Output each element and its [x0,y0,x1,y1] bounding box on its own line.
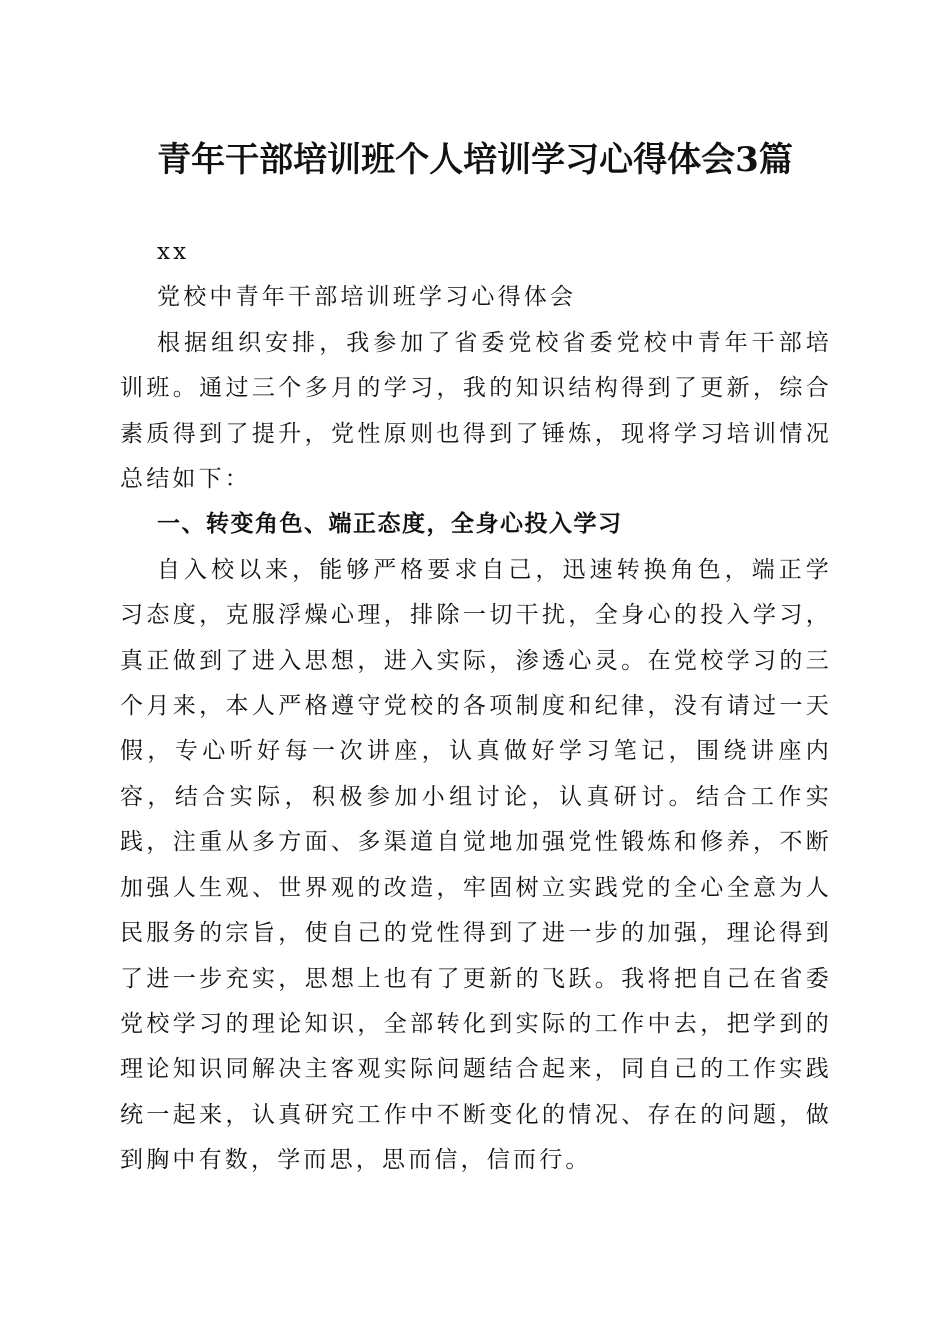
section-paragraph: 自入校以来，能够严格要求自己，迅速转换角色，端正学习态度，克服浮燥心理，排除一切干扰，全身心的投入学习，真正做到了进入思想，进入实际，渗透心灵。在党校学习的三个月来，本人严格遵守党校的各项制度和纪律，没有请过一天假，专心听好每一次讲座，认真做好学习笔记，围绕讲座内容，结合实际，积极参加小组讨论，认真研讨。结合工作实践，注重从多方面、多渠道自觉地加强党性锻炼和修养，不断加强人生观、世界观的改造，牢固树立实践党的全心全意为人民服务的宗旨，使自己的党性得到了进一步的加强，理论得到了进一步充实，思想上也有了更新的飞跃。我将把自己在省委党校学习的理论知识，全部转化到实际的工作中去，把学到的理论知识同解决主客观实际问题结合起来，同自己的工作实践统一起来，认真研究工作中不断变化的情况、存在的问题，做到胸中有数，学而思，思而信，信而行。 [120,556,832,1174]
subtitle-line: 党校中青年干部培训班学习心得体会 [157,284,577,311]
intro-paragraph: 根据组织安排，我参加了省委党校省委党校中青年干部培训班。通过三个多月的学习，我的知识结构得到了更新，综合素质得到了提升，党性原则也得到了锤炼，现将学习培训情况总结如下： [120,329,832,493]
document-title: 青年干部培训班个人培训学习心得体会3篇 [157,140,793,180]
section-heading: 一、转变角色、端正态度，全身心投入学习 [157,511,623,538]
document-body [120,230,832,1184]
author-line: xx [157,239,190,265]
